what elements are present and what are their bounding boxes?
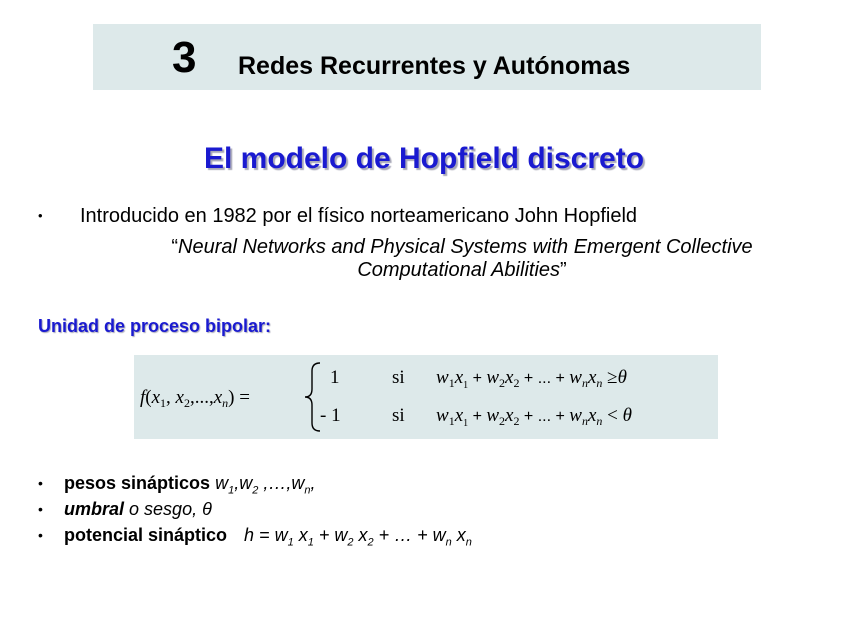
case1-value: 1	[330, 367, 340, 388]
case1-si: si	[392, 367, 405, 388]
case2-expression: $w_1x_1$ + $w_2x_2$ + ... + $w_nx_n < \theta$	[436, 405, 632, 429]
intro-text: Introducido en 1982 por el físico norteamericano John Hopfield	[80, 205, 638, 227]
bullet-marker: •	[38, 527, 43, 543]
chapter-title: Redes Recurrentes y Autónomas	[238, 52, 631, 80]
bullet-marker: •	[38, 475, 43, 491]
paper-citation	[112, 236, 812, 282]
case2-si: si	[392, 405, 405, 426]
quote-close: ”	[560, 259, 567, 281]
slide-title: El modelo de Hopfield discreto	[203, 142, 645, 175]
term-weights: pesos sinápticos	[64, 473, 211, 493]
brace-symbol	[305, 363, 320, 431]
formula-lhs: $f(x_1$, $x_2,...,x_n$) =	[140, 387, 250, 410]
term-potential: potencial sináptico	[64, 525, 228, 545]
citation-title-line2: Computational Abilities	[357, 259, 561, 281]
unit-heading: Unidad de proceso bipolar:	[38, 316, 272, 336]
chapter-number: 3	[172, 33, 197, 82]
bullet-marker: •	[38, 208, 43, 223]
quote-open: “	[171, 236, 178, 258]
bullet-marker: •	[38, 501, 43, 517]
citation-title-line1: Neural Networks and Physical Systems with Emergent Collective	[178, 236, 753, 258]
potential-def: $h = w_1$ $x_1 + w_2$ $x_2$ + … + $w_n$ $x_n$	[244, 525, 472, 549]
formula-box	[134, 355, 718, 439]
case1-expression: $w_1x_1$ + $w_2x_2$ + ... + $w_nx_n \ge\theta$	[436, 367, 627, 391]
activation-formula	[134, 355, 718, 439]
threshold-def: o sesgo, θ	[129, 499, 212, 519]
weights-def: $w_1,w_2$ $,\dots,w_n$,	[215, 473, 316, 497]
case2-value: - 1	[320, 405, 341, 426]
term-threshold: umbral	[64, 499, 125, 519]
